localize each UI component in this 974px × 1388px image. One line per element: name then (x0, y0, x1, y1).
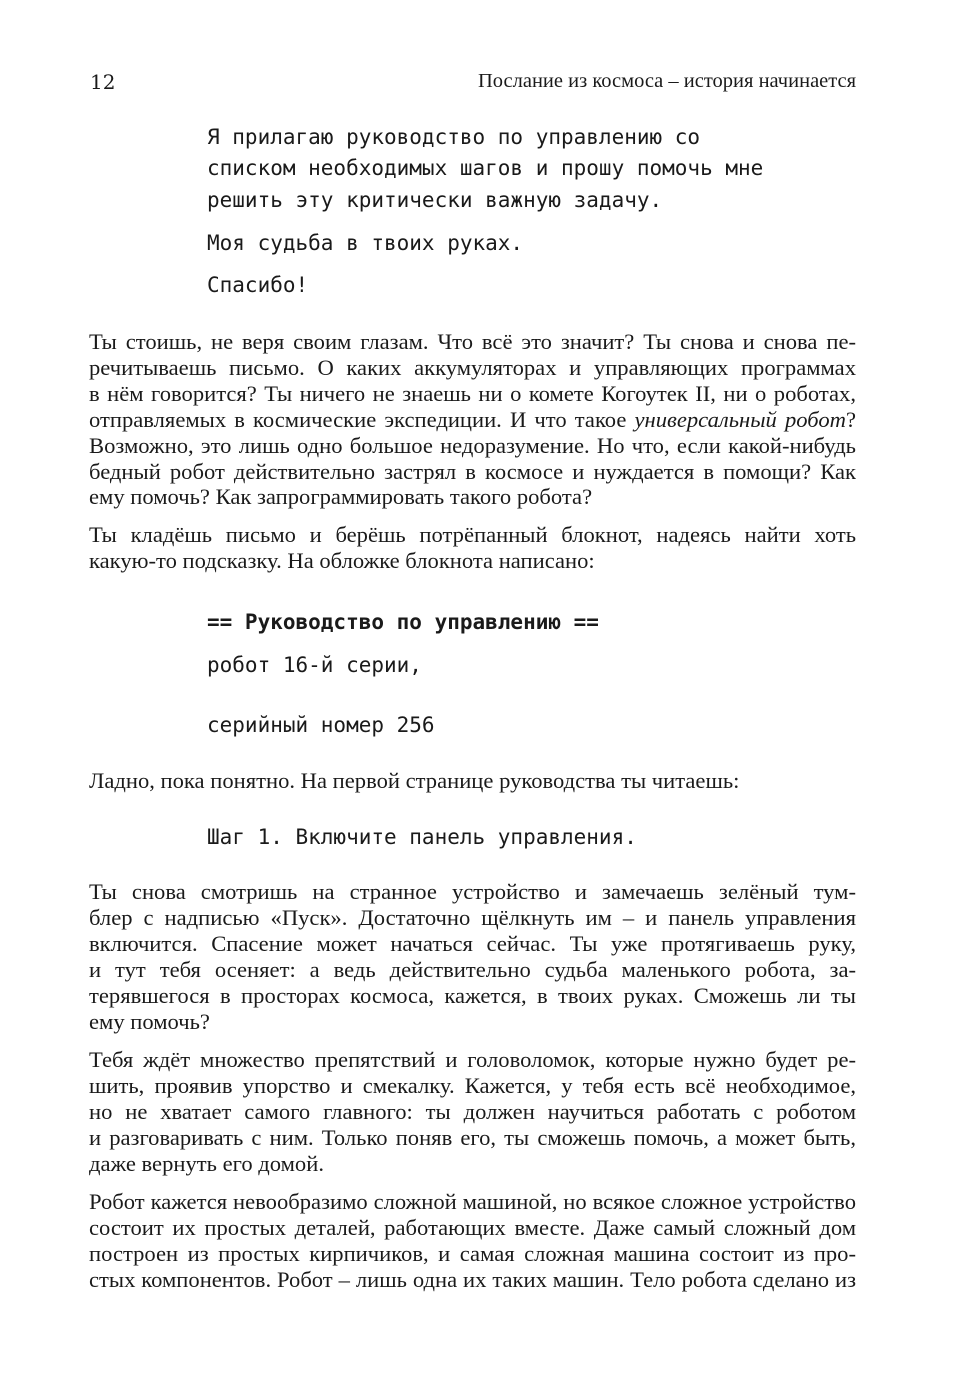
text-line: Возможно, это лишь одно большое недоразумение. Но что, если какой-нибудь (89, 432, 856, 458)
text-line: Тебя ждёт множество препятствий и головоломок, которые нужно будет ре- (89, 1047, 856, 1072)
text-line: и тут тебя осеняет: а ведь действительно судьба маленького робота, за- (89, 956, 856, 982)
letter-fate: Моя судьба в твоих руках. (207, 231, 524, 255)
text-line: но не хватает самого главного: ты должен научиться работать с роботом (89, 1098, 856, 1124)
text-line: состоит их простых деталей, работающих вместе. Даже самый сложный дом (89, 1214, 856, 1240)
manual-series: робот 16-й серии, (207, 653, 422, 677)
text-line: ему помочь? Как запрограммировать такого робота? (89, 484, 593, 510)
text-line: даже вернуть его домой. (89, 1150, 324, 1176)
text-run: ? (845, 406, 856, 432)
letter-thanks: Спасибо! (207, 273, 309, 297)
text-line: Ты кладёшь письмо и берёшь потрёпанный блокнот, надеясь найти хоть (89, 522, 856, 547)
text-line: речитываешь письмо. О каких аккумуляторах и управляющих программах (89, 354, 856, 380)
text-line: блер с надписью «Пуск». Достаточно щёлкнуть им – и панель управления (89, 904, 856, 930)
text-line: терявшегося в просторах космоса, кажется, в твоих руках. Сможешь ли ты (89, 982, 856, 1008)
text-line: Ты снова смотришь на странное устройство и замечаешь зелёный тум- (89, 879, 856, 904)
text-line (89, 407, 856, 433)
letter-line: решить эту критически важную задачу. (207, 188, 663, 212)
letter-line: Я прилагаю руководство по управлению со (207, 125, 701, 149)
text-line: построен из простых кирпичиков, и самая сложная машина состоит из про- (89, 1240, 856, 1266)
paragraph-3 (89, 768, 856, 794)
text-line: бедный робот действительно застрял в космосе и нуждается в помощи? Как (89, 458, 856, 484)
text-line: какую-то подсказку. На обложке блокнота написано: (89, 547, 595, 573)
page-number: 12 (90, 70, 116, 94)
text-line: Робот кажется невообразимо сложной машиной, но всякое сложное устройство (89, 1189, 856, 1214)
letter-line: списком необходимых шагов и прошу помочь мне (207, 156, 764, 180)
text-line: и разговаривать с ним. Только поняв его, ты сможешь помочь, а может быть, (89, 1124, 856, 1150)
paragraph-5 (89, 1047, 856, 1177)
text-run: отправляемых в космические экспедиции. И что такое (89, 406, 635, 432)
step-1: Шаг 1. Включите панель управления. (207, 825, 637, 849)
text-line: шить, проявив упорство и смекалку. Кажется, у тебя есть всё необходимое, (89, 1072, 856, 1098)
text-line: в нём говорится? Ты ничего не знаешь ни о комете Когоутек II, ни о роботах, (89, 380, 856, 406)
text-line: Ты стоишь, не веря своим глазам. Что всё это значит? Ты снова и снова пе- (89, 329, 856, 354)
paragraph-6 (89, 1189, 856, 1293)
text-line: Ладно, пока понятно. На первой странице руководства ты читаешь: (89, 768, 740, 793)
emphasis: универсальный робот (634, 406, 846, 432)
text-line: стых компонентов. Робот – лишь одна их таких машин. Тело робота сделано из (89, 1266, 856, 1292)
paragraph-2 (89, 522, 856, 574)
text-line: включится. Спасение может начаться сейчас. Ты уже протягиваешь руку, (89, 930, 856, 956)
manual-serial: серийный номер 256 (207, 713, 435, 737)
paragraph-4 (89, 879, 856, 1034)
manual-title: == Руководство по управлению == (207, 610, 599, 634)
running-title: Послание из космоса – история начинается (477, 70, 856, 92)
paragraph-1 (89, 329, 856, 510)
text-line: ему помочь? (89, 1008, 210, 1034)
